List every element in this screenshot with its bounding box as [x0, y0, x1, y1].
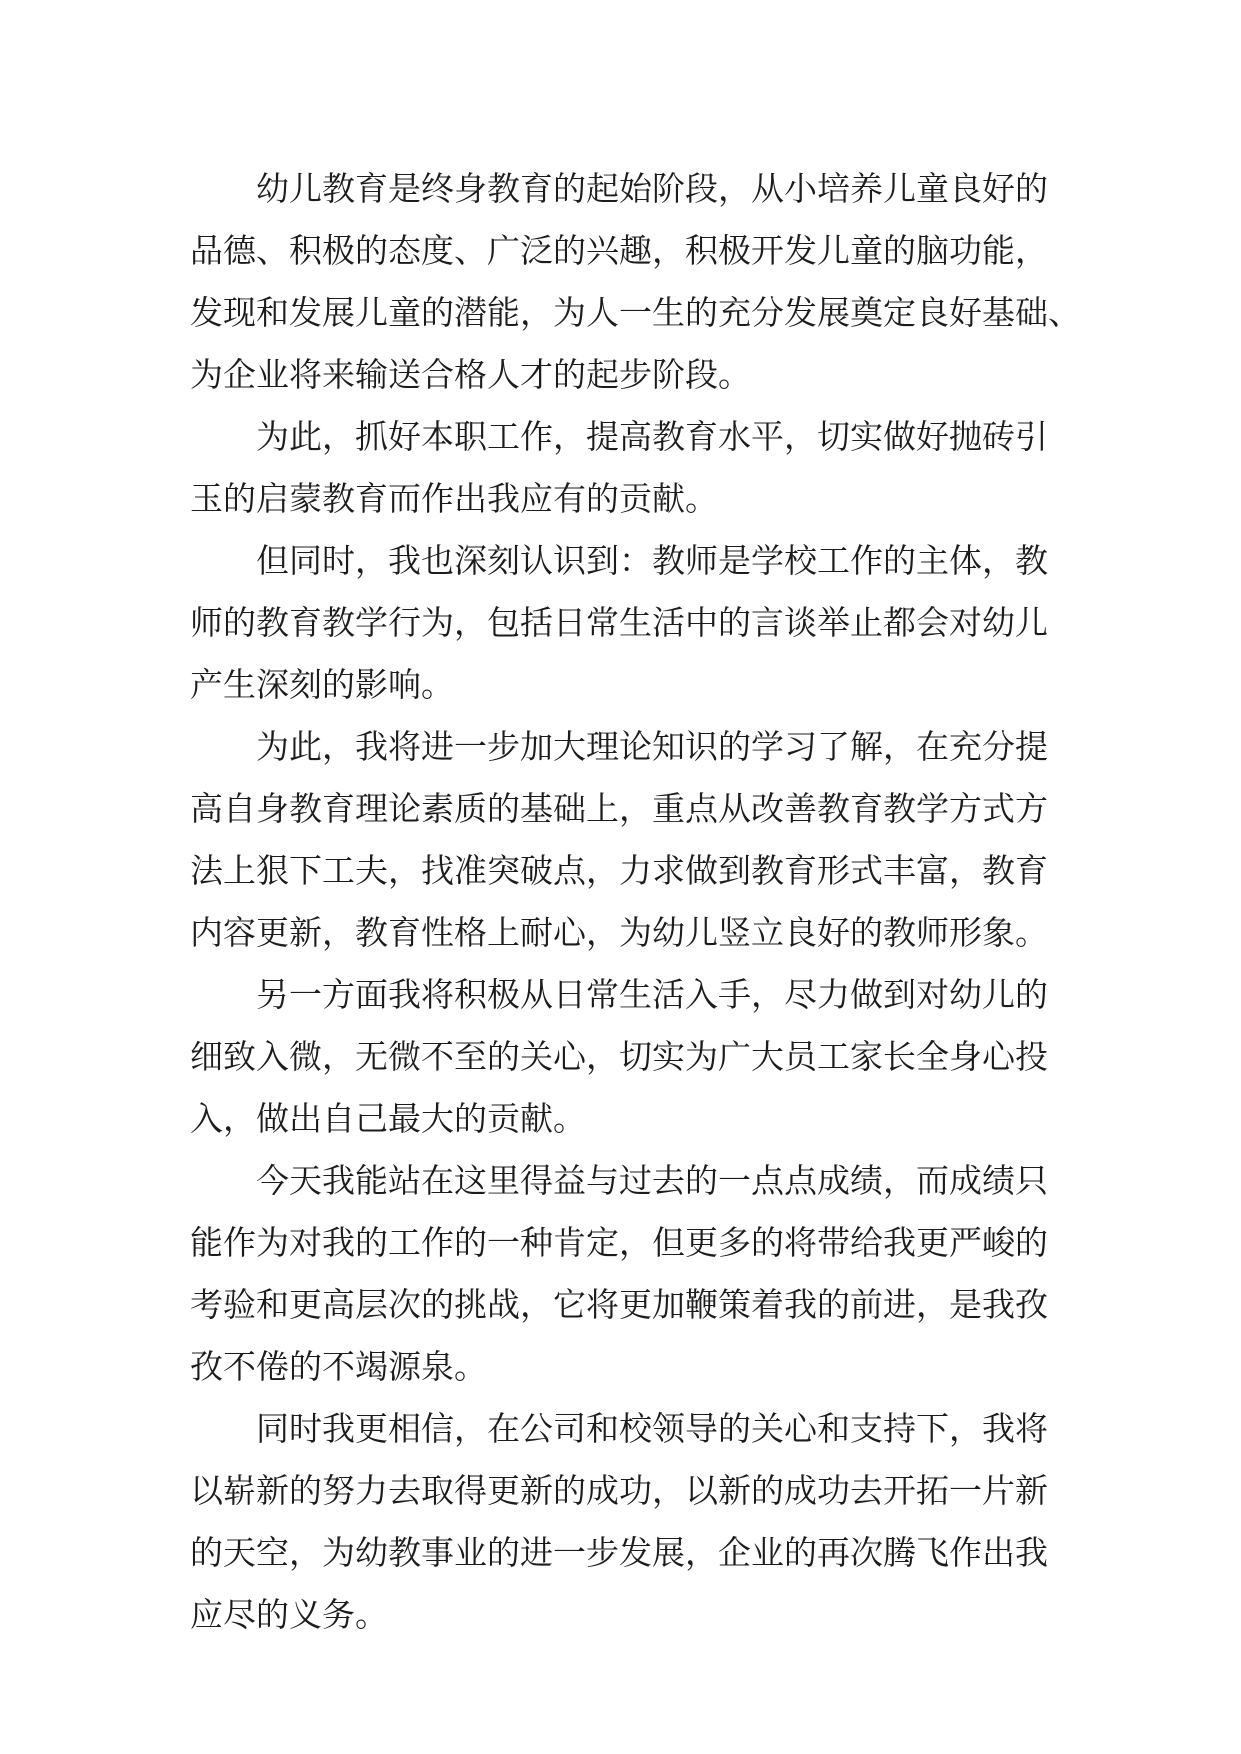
paragraph-5 — [190, 964, 1090, 1150]
paragraph-line: 幼儿教育是终身教育的起始阶段，从小培养儿童良好的 — [256, 169, 1048, 208]
paragraph-2 — [190, 406, 1090, 530]
paragraph-line: 能作为对我的工作的一种肯定，但更多的将带给我更严峻的 — [190, 1223, 1048, 1262]
paragraph-line: 为此，抓好本职工作，提高教育水平，切实做好抛砖引 — [256, 417, 1048, 456]
document-body — [190, 158, 1090, 1646]
paragraph-line: 以崭新的努力去取得更新的成功，以新的成功去开拓一片新 — [190, 1471, 1048, 1510]
paragraph-line: 孜不倦的不竭源泉。 — [190, 1347, 487, 1386]
paragraph-line: 但同时，我也深刻认识到：教师是学校工作的主体，教 — [256, 541, 1048, 580]
paragraph-3 — [190, 530, 1090, 716]
paragraph-line: 师的教育教学行为，包括日常生活中的言谈举止都会对幼儿 — [190, 603, 1048, 642]
paragraph-line: 今天我能站在这里得益与过去的一点点成绩，而成绩只 — [256, 1161, 1048, 1200]
paragraph-line: 高自身教育理论素质的基础上，重点从改善教育教学方式方 — [190, 789, 1048, 828]
paragraph-line: 为此，我将进一步加大理论知识的学习了解，在充分提 — [256, 727, 1048, 766]
paragraph-4 — [190, 716, 1090, 964]
paragraph-line: 品德、积极的态度、广泛的兴趣，积极开发儿童的脑功能， — [190, 231, 1048, 270]
paragraph-line: 细致入微，无微不至的关心，切实为广大员工家长全身心投 — [190, 1037, 1048, 1076]
paragraph-line: 玉的启蒙教育而作出我应有的贡献。 — [190, 479, 718, 518]
paragraph-7 — [190, 1398, 1090, 1646]
paragraph-6 — [190, 1150, 1090, 1398]
paragraph-line: 应尽的义务。 — [190, 1595, 388, 1634]
paragraph-line: 产生深刻的影响。 — [190, 665, 454, 704]
paragraph-line: 同时我更相信，在公司和校领导的关心和支持下，我将 — [256, 1409, 1048, 1448]
paragraph-line: 入，做出自己最大的贡献。 — [190, 1099, 586, 1138]
paragraph-line: 的天空，为幼教事业的进一步发展，企业的再次腾飞作出我 — [190, 1533, 1048, 1572]
paragraph-line: 另一方面我将积极从日常生活入手，尽力做到对幼儿的 — [256, 975, 1048, 1014]
paragraph-line: 法上狠下工夫，找准突破点，力求做到教育形式丰富，教育 — [190, 851, 1048, 890]
paragraph-line: 内容更新，教育性格上耐心，为幼儿竖立良好的教师形象。 — [190, 913, 1048, 952]
paragraph-line: 为企业将来输送合格人才的起步阶段。 — [190, 355, 751, 394]
paragraph-1 — [190, 158, 1090, 406]
paragraph-line: 发现和发展儿童的潜能，为人一生的充分发展奠定良好基础、 — [190, 293, 1081, 332]
paragraph-line: 考验和更高层次的挑战，它将更加鞭策着我的前进，是我孜 — [190, 1285, 1048, 1324]
